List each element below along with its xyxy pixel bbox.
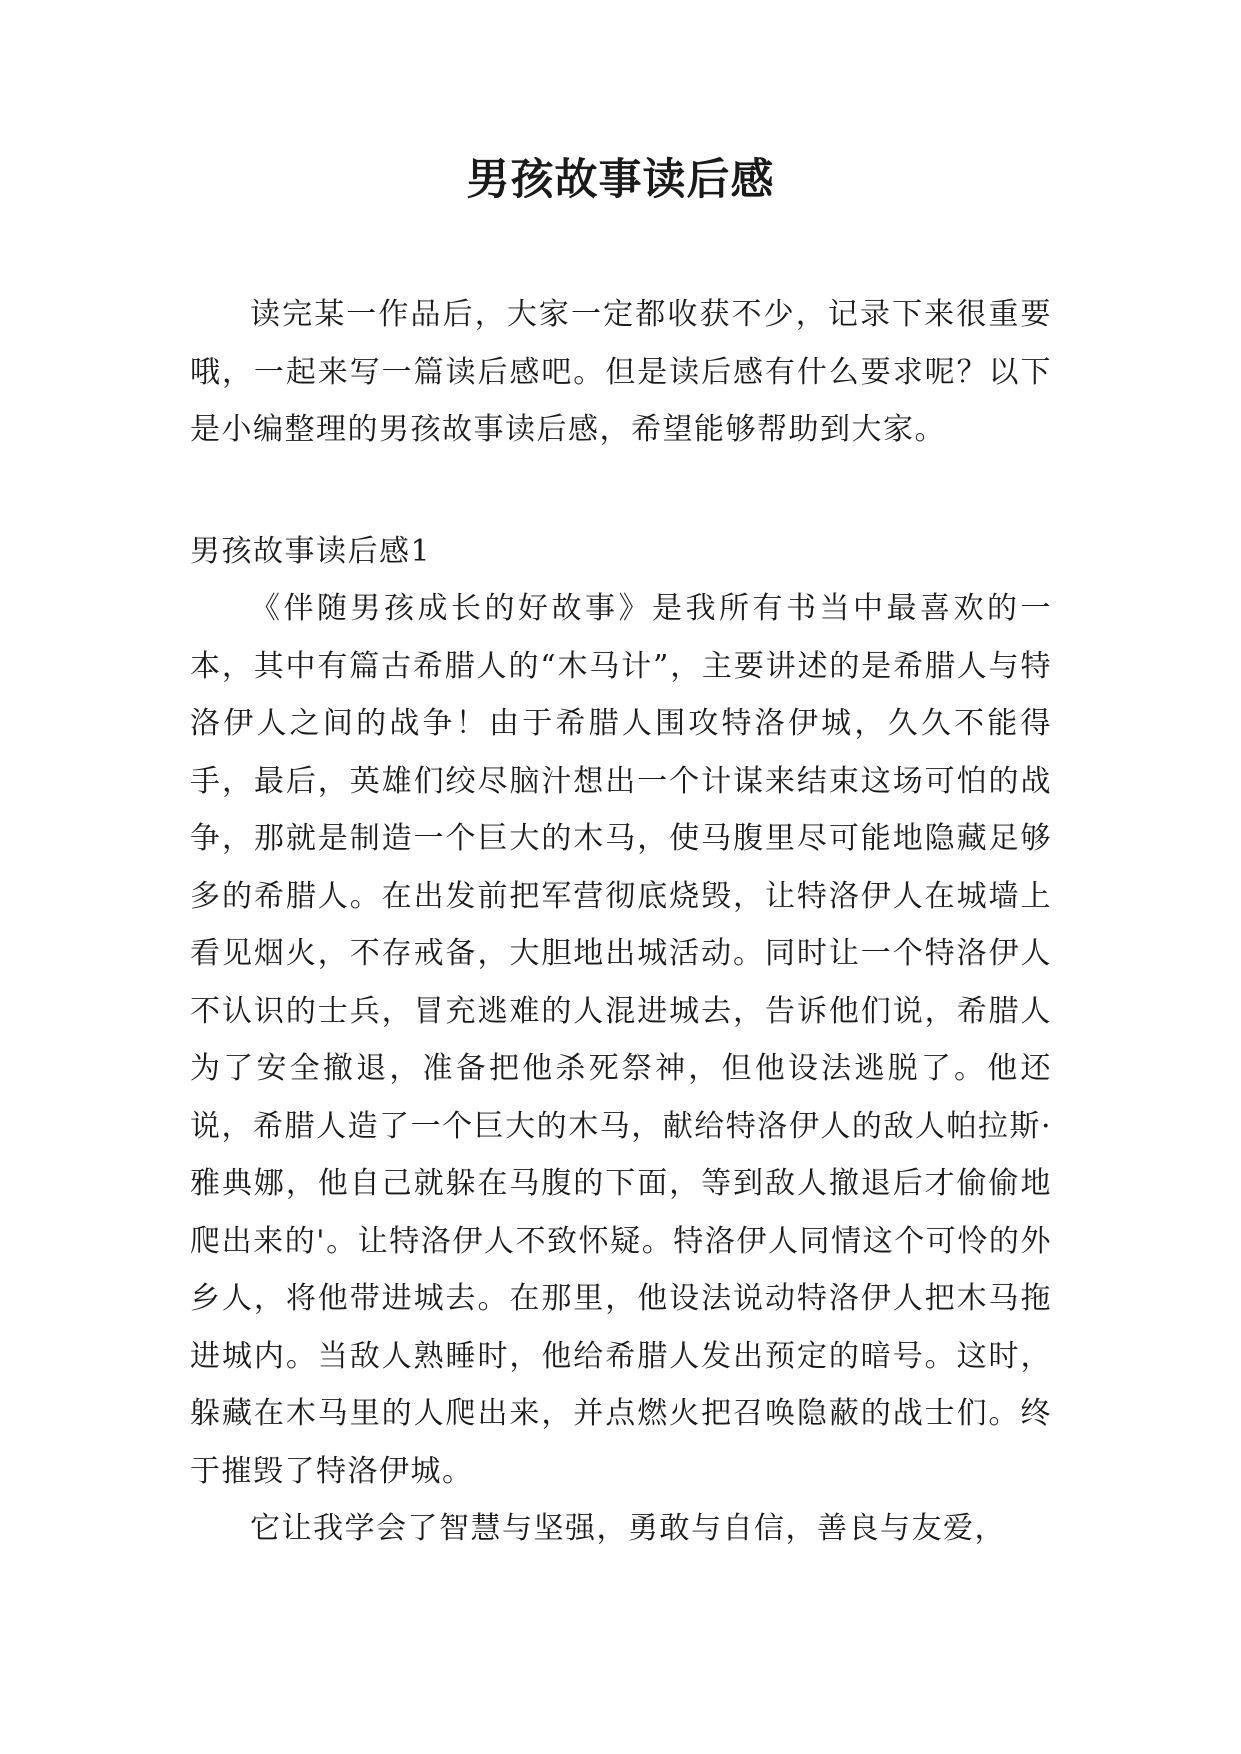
document-title: 男孩故事读后感 [466,155,775,205]
section-heading: 男孩故事读后感1 [190,534,432,569]
intro-block [190,286,1052,459]
intro-paragraph: 读完某一作品后，大家一定都收获不少，记录下来很重要哦，一起来写一篇读后感吧。但是读后感有什么要求呢？以下是小编整理的男孩故事读后感，希望能够帮助到大家。 [190,297,1052,447]
section-body [190,580,1052,1558]
body-paragraph: 它让我学会了智慧与坚强，勇敢与自信，善良与友爱， [250,1511,1006,1546]
body-paragraph: 《伴随男孩成长的好故事》是我所有书当中最喜欢的一本，其中有篇古希腊人的“木马计”，主要讲述的是希腊人与特洛伊人之间的战争！由于希腊人围攻特洛伊城，久久不能得手，最后，英雄们绞尽脑汁想出一个计谋来结束这场可怕的战争，那就是制造一个巨大的木马，使马腹里尽可能地隐藏足够多的希腊人。在出发前把军营彻底烧毁，让特洛伊人在城墙上看见烟火，不存戒备，大胆地出城活动。同时让一个特洛伊人不认识的士兵，冒充逃难的人混进城去，告诉他们说，希腊人为了安全撤退，准备把他杀死祭神，但他设法逃脱了。他还说，希腊人造了一个巨大的木马，献给特洛伊人的敌人帕拉斯·雅典娜，他自己就躲在马腹的下面，等到敌人撤退后才偷偷地爬出来的'。让特洛伊人不致怀疑。特洛伊人同情这个可怜的外乡人，将他带进城去。在那里，他设法说动特洛伊人把木马拖进城内。当敌人熟睡时，他给希腊人发出预定的暗号。这时，躲藏在木马里的人爬出来，并点燃火把召唤隐蔽的战士们。终于摧毁了特洛伊城。 [190,591,1052,1489]
